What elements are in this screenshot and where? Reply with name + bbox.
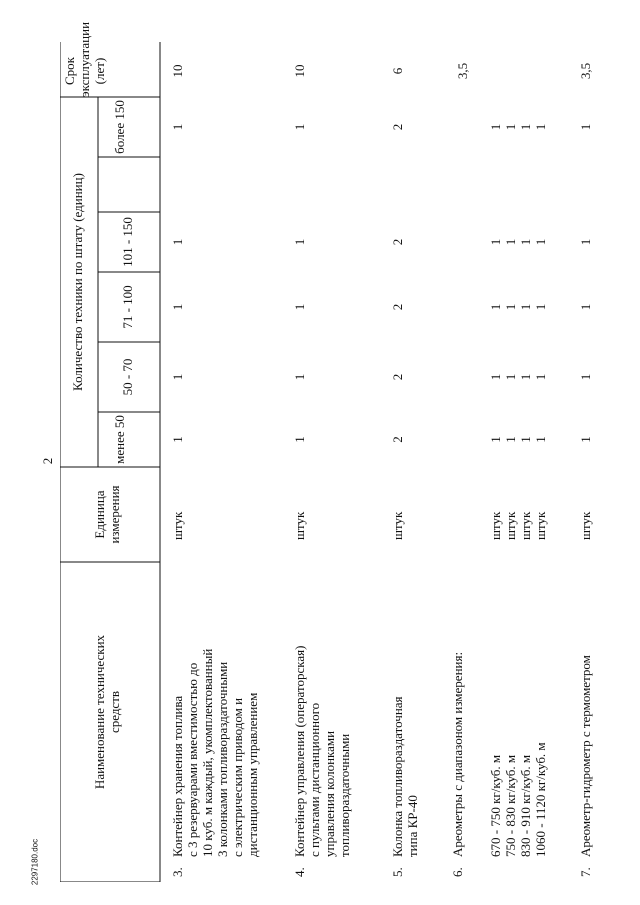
row-4-name-line: топливораздаточными — [337, 733, 352, 857]
row-6-sub-qty: 1 — [533, 303, 548, 311]
row-4-number: 4. — [292, 867, 307, 877]
row-3-unit: штук — [170, 511, 185, 540]
row-6-sub-qty: 1 — [488, 373, 503, 381]
row-6-sub-qty: 1 — [488, 436, 503, 443]
row-3-name-line: с электрическим приводом и — [230, 697, 245, 857]
row-5-name-line: Колонка топливораздаточная — [390, 696, 405, 857]
row-6-sub-name: 1060 - 1120 кг/куб. м — [533, 742, 548, 857]
row-6-sub-name: 750 - 830 кг/куб. м — [503, 754, 518, 857]
row-3-name-line: Контейнер хранения топлива — [170, 695, 185, 857]
row-6-sub-unit: штук — [533, 511, 548, 540]
row-3-name-line: 10 куб. м каждый, укомплектованный — [200, 648, 215, 857]
row-6-sub-qty: 1 — [503, 436, 518, 443]
row-4-qty-3: 1 — [292, 303, 307, 311]
row-3-name-line: 3 колонками топливораздаточными — [215, 661, 230, 857]
row-4-unit: штук — [292, 511, 307, 540]
row-6-sub-qty: 1 — [503, 303, 518, 311]
header-qty-col-1: менее 50 — [112, 415, 127, 464]
row-4-name-line: с пультами дистанционного — [307, 702, 322, 857]
row-5-service-life: 6 — [390, 67, 405, 75]
row-3-qty-5: 1 — [170, 123, 185, 131]
row-7-qty-1: 1 — [578, 436, 593, 443]
row-6-name-line: Ареометры с диапазоном измерения: — [450, 651, 465, 857]
row-6-sub-unit: штук — [488, 511, 503, 540]
row-6-sub-qty: 1 — [488, 303, 503, 311]
row-6-sub-name: 670 - 750 кг/куб. м — [488, 754, 503, 857]
row-6-sub-unit: штук — [503, 511, 518, 540]
row-6-sub-qty: 1 — [533, 123, 548, 131]
row-3-qty-3: 1 — [170, 303, 185, 311]
row-4-name-line: управления колонками — [322, 730, 337, 857]
row-3-service-life: 10 — [170, 64, 185, 78]
footer-doc-code: 2297180.doc — [30, 838, 40, 886]
row-6-sub-qty: 1 — [503, 238, 518, 246]
row-5-qty-4: 2 — [390, 238, 405, 246]
row-7-number: 7. — [578, 867, 593, 877]
header-qty-col-4: 101 - 150 — [120, 217, 135, 267]
row-6-sub-name: 830 - 910 кг/куб. м — [518, 754, 533, 857]
row-6-number: 6. — [450, 867, 465, 877]
row-6-sub-qty: 1 — [533, 436, 548, 443]
row-5-name-line: типа КР-40 — [405, 795, 420, 857]
row-5-qty-5: 2 — [390, 123, 405, 131]
row-3-number: 3. — [170, 867, 185, 877]
row-6-sub-qty: 1 — [503, 123, 518, 131]
row-3-qty-4: 1 — [170, 238, 185, 246]
page-number: 2 — [40, 457, 55, 465]
row-3-name-line: с 3 резервуарами вместимостью до — [185, 662, 200, 857]
header-qty-col-3: 71 - 100 — [120, 285, 135, 329]
row-6-sub-qty: 1 — [518, 303, 533, 311]
row-5-number: 5. — [390, 867, 405, 877]
header-qty-col-2: 50 - 70 — [120, 358, 135, 396]
row-7-service-life: 3,5 — [578, 62, 593, 80]
row-6-sub-qty: 1 — [488, 238, 503, 246]
header-quantity-group: Количество техники по штату (единиц) — [70, 173, 85, 391]
row-4-qty-1: 1 — [292, 436, 307, 443]
row-6-sub-qty: 1 — [533, 373, 548, 381]
row-7-unit: штук — [578, 511, 593, 540]
row-6-sub-qty: 1 — [518, 123, 533, 131]
row-3-qty-1: 1 — [170, 436, 185, 443]
row-5-qty-1: 2 — [390, 436, 405, 443]
row-5-qty-3: 2 — [390, 303, 405, 311]
row-7-qty-4: 1 — [578, 238, 593, 246]
row-3-name-line: дистанционным управлением — [245, 692, 260, 857]
row-6-sub-unit: штук — [518, 511, 533, 540]
row-3-qty-2: 1 — [170, 373, 185, 381]
header-unit: Единица измерения — [92, 485, 122, 544]
row-6-sub-qty: 1 — [518, 436, 533, 443]
row-5-qty-2: 2 — [390, 373, 405, 381]
row-6-sub-qty: 1 — [518, 373, 533, 381]
row-4-qty-2: 1 — [292, 373, 307, 381]
row-6-sub-qty: 1 — [518, 238, 533, 246]
row-7-qty-5: 1 — [578, 123, 593, 131]
header-qty-col-5: более 150 — [112, 100, 127, 154]
equipment-table — [60, 21, 620, 882]
row-7-qty-2: 1 — [578, 373, 593, 381]
row-7-qty-3: 1 — [578, 303, 593, 311]
row-6-service-life: 3,5 — [455, 62, 470, 80]
row-4-qty-5: 1 — [292, 123, 307, 131]
row-6-sub-qty: 1 — [503, 373, 518, 381]
row-4-qty-4: 1 — [292, 238, 307, 246]
row-6-sub-qty: 1 — [488, 123, 503, 131]
header-name: Наименование технических средств — [92, 634, 122, 790]
row-4-service-life: 10 — [292, 64, 307, 78]
row-5-unit: штук — [390, 511, 405, 540]
row-6-sub-qty: 1 — [533, 238, 548, 246]
header-service-life: Срок эксплуатации (лет) — [62, 21, 107, 97]
row-7-name-line: Ареометр-гидрометр с термометром — [578, 655, 593, 857]
row-4-name-line: Контейнер управления (операторская) — [292, 645, 307, 857]
